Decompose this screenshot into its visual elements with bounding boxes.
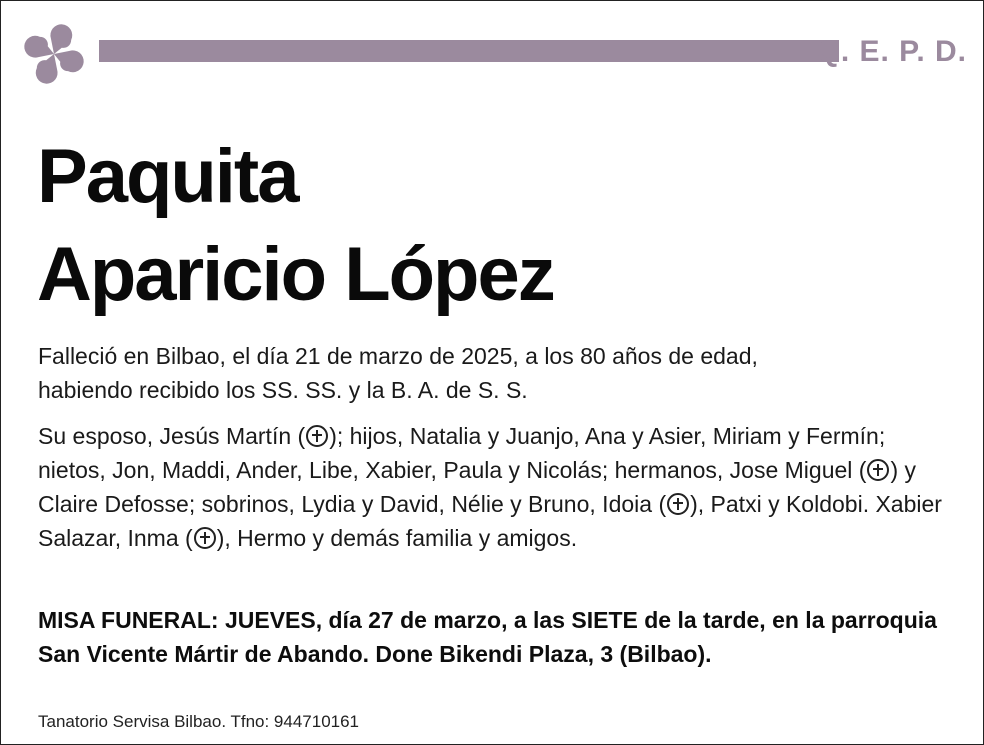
header-divider-bar xyxy=(99,40,839,62)
family-text: ); hijos, Natalia y Juanjo, Ana y Asier, Miriam y Fermín; nietos, Jon, Maddi, Ander, Libe, Xabier, Paula y Nicolás; hermanos, Jose Miguel ( xyxy=(38,423,886,483)
funeral-info: MISA FUNERAL: JUEVES, día 27 de marzo, a las SIETE de la tarde, en la parroquia San Vicente Mártir de Abando. Done Bikendi Plaza, 3 (Bilbao). xyxy=(38,607,937,667)
deceased-first-name: Paquita xyxy=(37,134,298,219)
family-text: ) y Claire Defosse; sobrinos, Lydia y David, Nélie y Bruno, Idoia ( xyxy=(38,457,917,517)
cross-icon xyxy=(667,493,689,515)
family-text: ), Hermo y demás familia y amigos. xyxy=(216,525,578,551)
death-notice-line-1: Falleció en Bilbao, el día 21 de marzo de 2025, a los 80 años de edad, xyxy=(38,343,758,369)
death-notice xyxy=(38,339,948,407)
funeral-home-contact: Tanatorio Servisa Bilbao. Tfno: 944710161 xyxy=(38,712,360,731)
cross-icon xyxy=(867,459,889,481)
qepd-badge: Q. E. P. D. xyxy=(816,35,967,68)
deceased-last-name: Aparicio López xyxy=(37,232,554,317)
cross-icon xyxy=(306,425,328,447)
lauburu-icon xyxy=(15,15,93,93)
family-list xyxy=(38,419,948,555)
family-text: Su esposo, Jesús Martín ( xyxy=(38,423,306,449)
death-notice-line-2: habiendo recibido los SS. SS. y la B. A. de S. S. xyxy=(38,377,528,403)
cross-icon xyxy=(194,527,216,549)
family-text: ), Patxi y Koldobi. Xabier Salazar, Inma ( xyxy=(38,491,942,551)
